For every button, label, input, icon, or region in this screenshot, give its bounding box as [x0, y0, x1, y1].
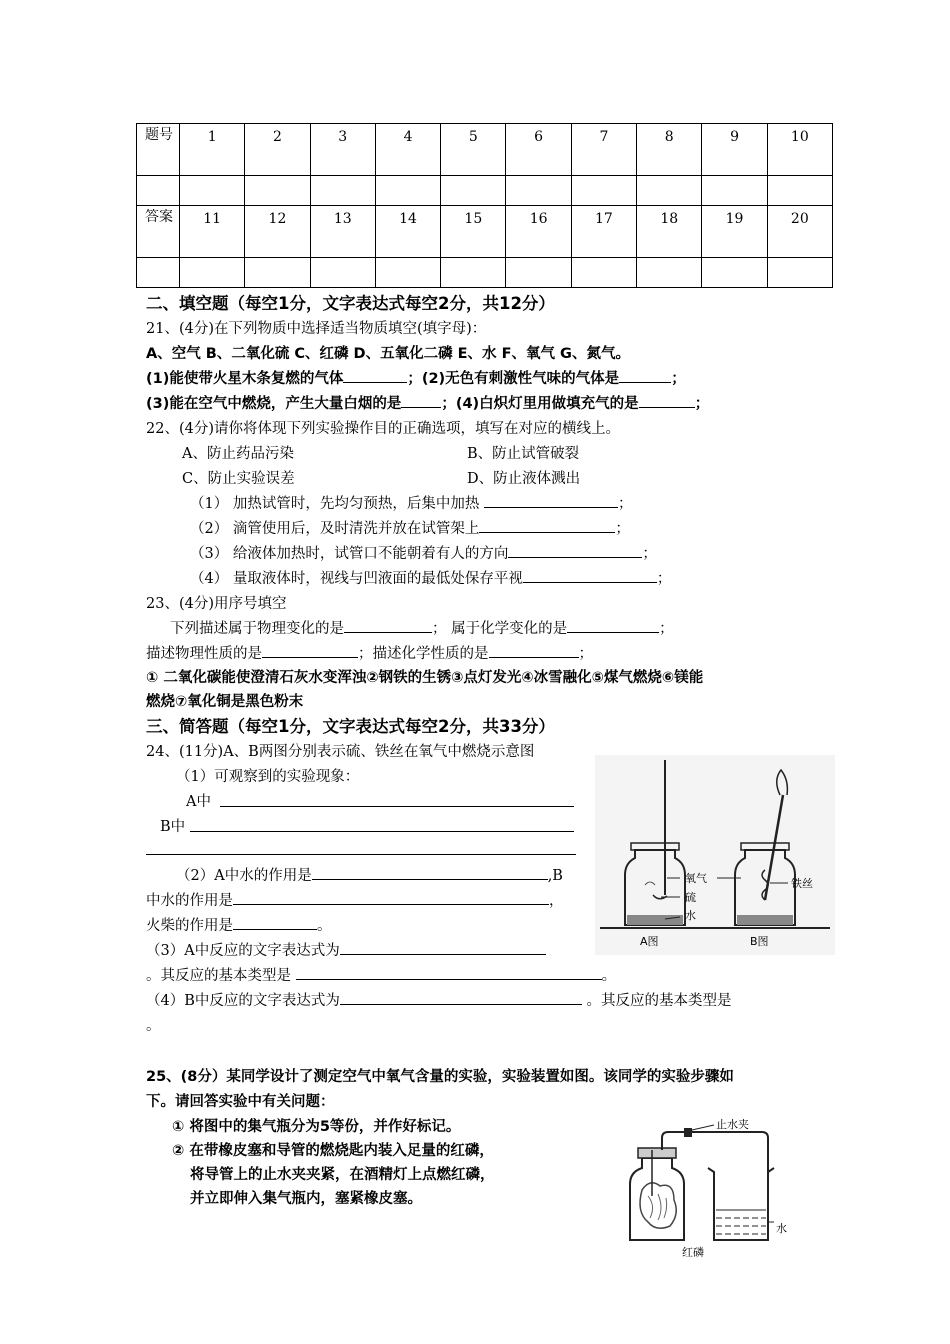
q22-item-4 — [190, 567, 671, 588]
q21-options: A、空气 B、二氧化硫 C、红磷 D、五氧化二磷 E、水 F、氧气 G、氮气。 — [146, 346, 630, 362]
q23-items-line2: 燃烧⑦氧化铜是黑色粉末 — [146, 694, 304, 710]
q24-b-water-text: 中水的作用是 — [146, 893, 233, 909]
item-text: （3） 给液体加热时，试管口不能朝着有人的方向 — [190, 546, 509, 562]
label-red-phosphorus: 红磷 — [682, 1246, 704, 1259]
label-sulfur: 硫 — [685, 891, 696, 904]
question-number: 9 — [702, 124, 767, 176]
q24-part3-type — [146, 964, 616, 985]
answer-cell[interactable] — [571, 258, 636, 288]
row-label-number: 题号 — [137, 124, 180, 176]
answer-cell[interactable] — [767, 258, 832, 288]
answer-cell[interactable] — [506, 258, 571, 288]
section-2-heading: 二、填空题（每空1分，文字表达式每空2分，共12分） — [146, 294, 555, 313]
question-number: 18 — [637, 206, 702, 258]
answer-cell[interactable] — [375, 258, 440, 288]
answer-blank[interactable] — [401, 392, 441, 408]
question-number: 4 — [375, 124, 440, 176]
punct: ； — [578, 646, 593, 662]
answer-cell[interactable] — [702, 258, 767, 288]
q24-match — [146, 914, 332, 935]
question-number: 20 — [767, 206, 832, 258]
question-number: 2 — [245, 124, 310, 176]
answer-blank[interactable] — [479, 517, 615, 533]
label-oxygen: 氧气 — [685, 872, 707, 885]
q24-b-label-inline: ,B — [547, 868, 563, 884]
punct: ； — [656, 571, 672, 587]
answer-blank[interactable] — [567, 617, 659, 633]
answer-blank[interactable] — [344, 617, 432, 633]
question-number: 3 — [310, 124, 375, 176]
oxygen-content-apparatus — [622, 1110, 812, 1260]
q22-option-c: C、防止实验误差 — [182, 471, 295, 487]
punct: ； — [617, 496, 633, 512]
answer-blank[interactable] — [312, 864, 548, 880]
answer-blank[interactable] — [296, 964, 602, 980]
answer-line[interactable] — [146, 854, 576, 855]
punct: ； — [659, 621, 674, 637]
question-number: 5 — [441, 124, 506, 176]
punct: ； — [615, 521, 630, 537]
q24-a-label: A中 — [186, 794, 211, 810]
answer-blank[interactable] — [508, 542, 642, 558]
q21-3-text: (3)能在空气中燃烧，产生大量白烟的是 — [146, 396, 402, 412]
caption-b: B图 — [750, 935, 769, 948]
q23-line2 — [146, 642, 593, 663]
label-iron-wire: 铁丝 — [791, 877, 813, 890]
answer-blank[interactable] — [343, 367, 407, 383]
q24-title: 24、(11分)A、B两图分别表示硫、铁丝在氧气中燃烧示意图 — [146, 744, 535, 760]
q24-a-water: （2）A中水的作用是 — [176, 868, 312, 884]
q25-step2c: 并立即伸入集气瓶内，塞紧橡皮塞。 — [190, 1191, 422, 1207]
question-number: 7 — [571, 124, 636, 176]
q22-option-b: B、防止试管破裂 — [467, 446, 580, 462]
answer-blank[interactable] — [484, 492, 618, 508]
question-number: 12 — [245, 206, 310, 258]
q25-line1: 25、(8分）某同学设计了测定空气中氧气含量的实验，实验装置如图。该同学的实验步骤如 — [146, 1069, 734, 1085]
q22-item-3 — [190, 542, 657, 563]
answer-cell[interactable] — [245, 176, 310, 206]
q24-part3 — [146, 939, 546, 960]
answer-cell[interactable] — [637, 176, 702, 206]
q22-title: 22、(4分)请你将体现下列实验操作目的正确选项，填写在对应的横线上。 — [146, 421, 620, 437]
question-number: 17 — [571, 206, 636, 258]
answer-cell[interactable] — [310, 258, 375, 288]
answer-blank[interactable] — [262, 642, 358, 658]
punct: ； — [694, 396, 710, 412]
q24-a-equation: （3）A中反应的文字表达式为 — [146, 943, 340, 959]
q25-step2b: 将导管上的止水夹夹紧，在酒精灯上点燃红磷， — [190, 1167, 495, 1183]
answer-cell[interactable] — [137, 258, 180, 288]
q23-line1 — [170, 617, 674, 638]
q25-step2a: ② 在带橡皮塞和导管的燃烧匙内装入足量的红磷， — [172, 1143, 494, 1159]
q24-part1: （1）可观察到的实验现象： — [176, 769, 360, 785]
question-number: 1 — [180, 124, 245, 176]
label-water: 水 — [685, 909, 696, 922]
question-number: 11 — [180, 206, 245, 258]
answer-cell[interactable] — [441, 176, 506, 206]
q24-b-equation: （4）B中反应的文字表达式为 — [146, 993, 340, 1009]
q24-part4-end: 。 — [146, 1018, 161, 1034]
punct: ； — [642, 546, 657, 562]
combustion-figure — [595, 755, 835, 955]
answer-line[interactable] — [220, 806, 574, 807]
q21-1-text: (1)能使带火星木条复燃的气体 — [146, 371, 344, 387]
answer-blank[interactable] — [639, 392, 695, 408]
q25-line2: 下。请回答实验中有关问题： — [146, 1094, 335, 1110]
q24-b-type: 。其反应的基本类型是 — [586, 993, 732, 1009]
answer-blank[interactable] — [489, 642, 579, 658]
label-water-beaker: 水 — [776, 1222, 787, 1235]
q22-option-d: D、防止液体溅出 — [467, 471, 581, 487]
item-text: （1） 加热试管时，先均匀预热，后集中加热 — [190, 496, 480, 512]
answer-cell[interactable] — [180, 258, 245, 288]
punct: ； — [671, 371, 686, 387]
answer-line[interactable] — [190, 831, 574, 832]
item-text: （2） 滴管使用后，及时清洗并放在试管架上 — [190, 521, 480, 537]
q25-step1: ① 将图中的集气瓶分为5等份，并作好标记。 — [172, 1119, 461, 1135]
punct: 。 — [317, 918, 332, 934]
q22-item-2 — [190, 517, 630, 538]
question-number: 14 — [375, 206, 440, 258]
answer-cell[interactable] — [702, 176, 767, 206]
q24-b-water — [146, 889, 564, 910]
question-number: 6 — [506, 124, 571, 176]
item-text: （4） 量取液体时，视线与凹液面的最低处保存平视 — [190, 571, 523, 587]
gas-bottle-icon — [630, 1148, 684, 1240]
answer-cell[interactable] — [571, 176, 636, 206]
answer-blank[interactable] — [523, 567, 657, 583]
answer-cell[interactable] — [637, 258, 702, 288]
punct: 。 — [601, 968, 617, 984]
q24-part4 — [146, 989, 732, 1010]
punct: ， — [549, 893, 564, 909]
q21-line2 — [146, 392, 709, 413]
answer-cell[interactable] — [506, 176, 571, 206]
answer-cell[interactable] — [375, 176, 440, 206]
answer-blank[interactable] — [233, 914, 317, 930]
label-clamp: 止水夹 — [716, 1118, 749, 1131]
beaker-icon — [708, 1168, 774, 1240]
question-number: 16 — [506, 206, 571, 258]
q23-chemical-property: ；描述化学性质的是 — [358, 646, 489, 662]
answer-cell[interactable] — [180, 176, 245, 206]
answer-blank[interactable] — [233, 889, 549, 905]
q23-chemical-change: ； 属于化学变化的是 — [432, 621, 568, 637]
answer-cell[interactable] — [441, 258, 506, 288]
q23-title: 23、(4分)用序号填空 — [146, 596, 287, 612]
answer-blank[interactable] — [619, 367, 671, 383]
q21-2-text: ；(2)无色有刺激性气味的气体是 — [407, 371, 620, 387]
question-number: 10 — [767, 124, 832, 176]
row-label-answer: 答案 — [137, 206, 180, 258]
q23-physical-change: 下列描述属于物理变化的是 — [170, 621, 344, 637]
q21-title: 21、(4分)在下列物质中选择适当物质填空(填字母)： — [146, 321, 487, 337]
q24-part2 — [176, 864, 563, 885]
question-number: 19 — [702, 206, 767, 258]
answer-cell[interactable] — [767, 176, 832, 206]
clamp-icon — [684, 1128, 692, 1137]
q22-item-1 — [190, 492, 632, 513]
answer-table — [136, 123, 833, 288]
q24-match-text: 火柴的作用是 — [146, 918, 233, 934]
section-3-heading: 三、简答题（每空1分，文字表达式每空2分，共33分） — [146, 717, 555, 736]
q22-option-a: A、防止药品污染 — [182, 446, 294, 462]
answer-blank[interactable] — [340, 989, 582, 1005]
q21-4-text: ；(4)白炽灯里用做填充气的是 — [441, 396, 639, 412]
answer-blank[interactable] — [340, 939, 546, 955]
question-number: 13 — [310, 206, 375, 258]
q24-a-type: 。其反应的基本类型是 — [146, 968, 291, 984]
question-number: 15 — [441, 206, 506, 258]
answer-cell[interactable] — [245, 258, 310, 288]
q21-line1 — [146, 367, 686, 388]
question-number: 8 — [637, 124, 702, 176]
answer-cell[interactable] — [310, 176, 375, 206]
q24-b-label: B中 — [160, 819, 186, 835]
q23-items-line1: ① 二氧化碳能使澄清石灰水变浑浊②钢铁的生锈③点灯发光④冰雪融化⑤煤气燃烧⑥镁能 — [146, 670, 704, 686]
caption-a: A图 — [640, 935, 659, 948]
answer-cell[interactable] — [137, 176, 180, 206]
q23-physical-property: 描述物理性质的是 — [146, 646, 262, 662]
